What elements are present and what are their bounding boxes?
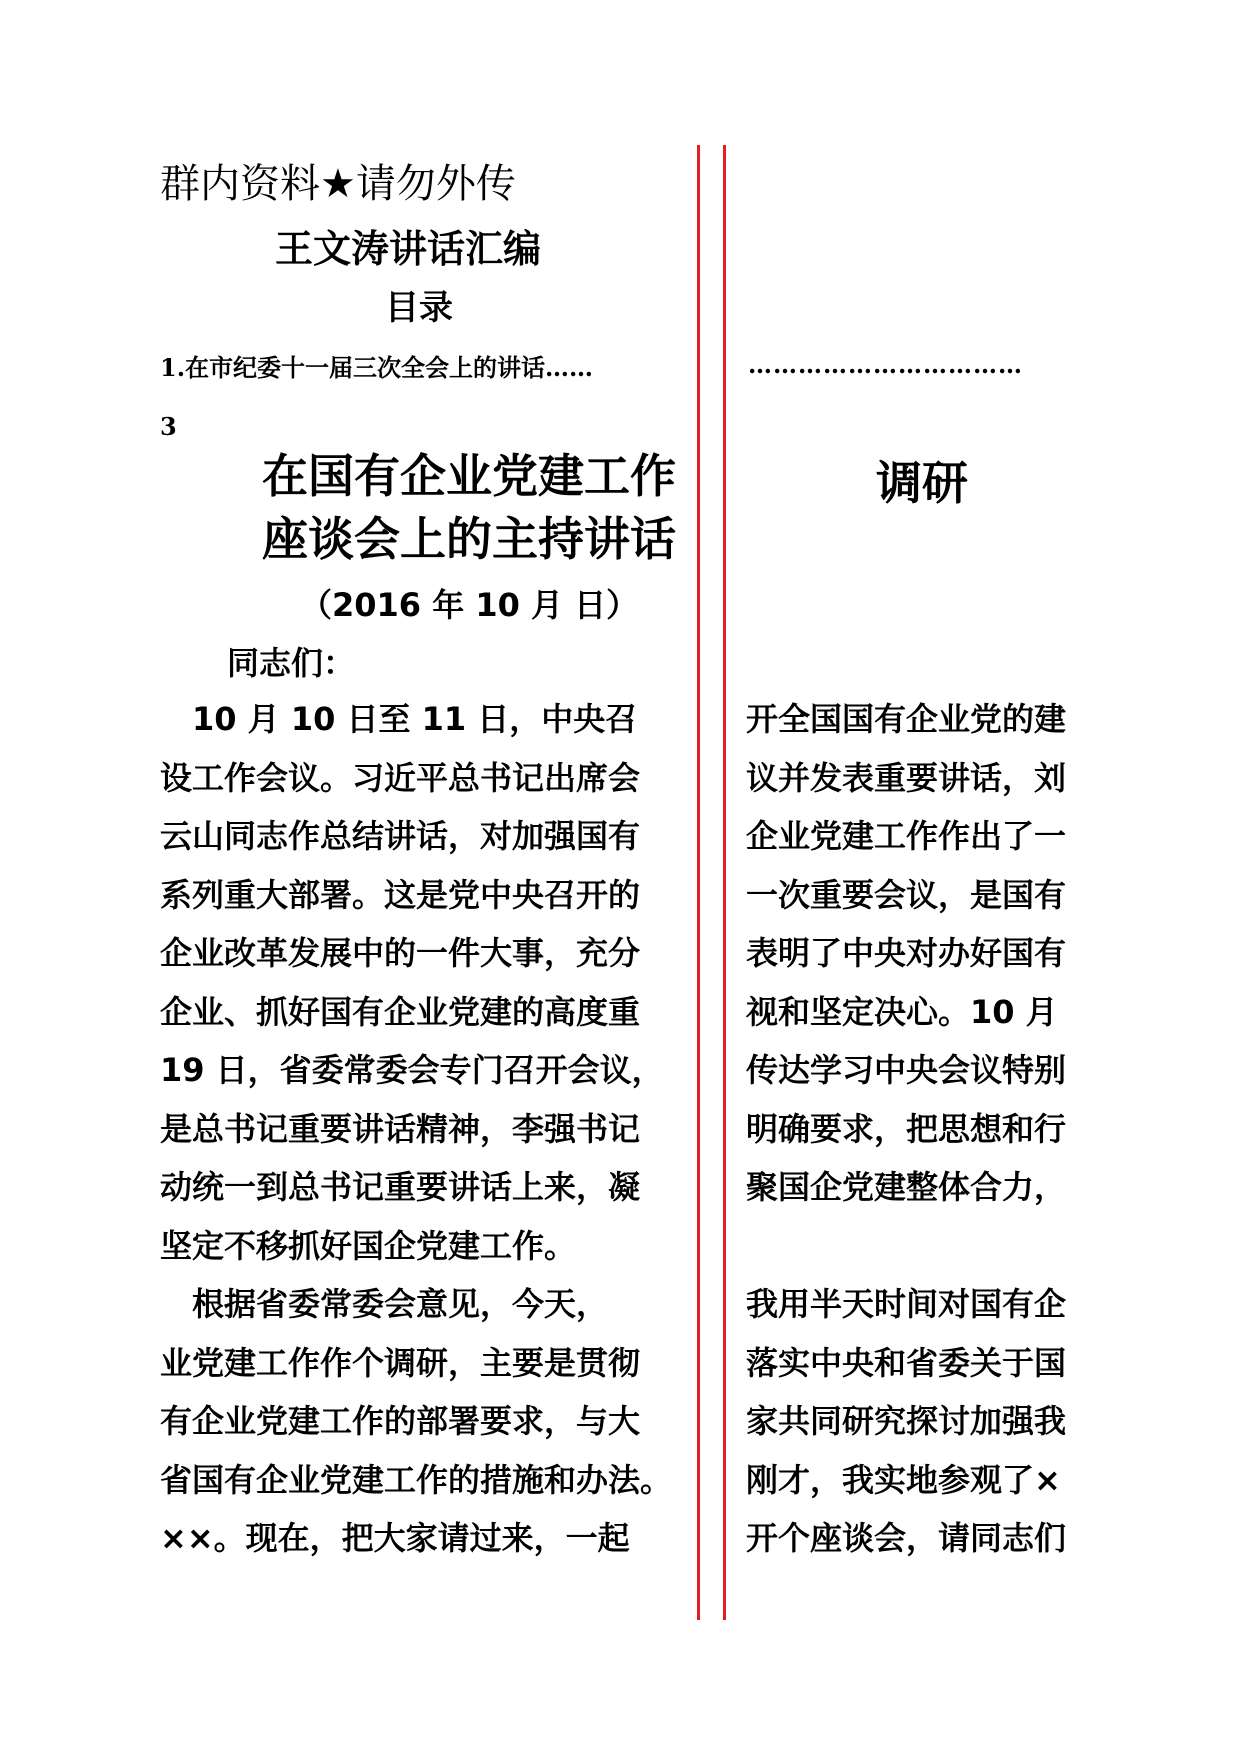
text-line: 明确要求，把思想和行: [746, 1109, 1067, 1148]
text-line: ××。现在，把大家请过来，一起: [160, 1519, 630, 1557]
text-line: 设工作会议。习近平总书记出席会: [160, 758, 641, 797]
toc-entry: 1.在市纪委十一届三次全会上的讲话……: [160, 353, 594, 382]
speech-right-title: 调研: [876, 456, 968, 510]
text-line: 系列重大部署。这是党中央召开的: [160, 875, 641, 914]
text-line: 视和坚定决心。10 月: [746, 992, 1058, 1031]
toc-heading: 目录: [385, 288, 453, 328]
speech-date: （2016 年 10 月 日）: [300, 586, 639, 624]
toc-dots: ……………………………: [748, 350, 1023, 379]
text-line: 企业、抓好国有企业党建的高度重: [160, 992, 641, 1031]
text-line: 10 月 10 日至 11 日，中央召: [160, 700, 638, 738]
text-line: 我用半天时间对国有企: [746, 1285, 1067, 1323]
text-line: 19 日，省委常委会专门召开会议，: [160, 1051, 664, 1089]
text-line: 根据省委常委会意见，今天，: [160, 1285, 609, 1323]
speech-title-line: 座谈会上的主持讲话: [262, 512, 676, 566]
text-line: 开个座谈会，请同志们: [746, 1519, 1067, 1557]
speech-title-line: 在国有企业党建工作: [262, 449, 676, 503]
text-line: 开全国国有企业党的建: [746, 700, 1067, 738]
paragraph-1-right: [746, 690, 1066, 1217]
paragraph-1-left: [160, 690, 664, 1275]
text-line: 省国有企业党建工作的措施和办法。: [160, 1460, 673, 1499]
text-line: 业党建工作作个调研，主要是贯彻: [160, 1343, 641, 1382]
text-line: 动统一到总书记重要讲话上来，凝: [160, 1168, 641, 1206]
text-line: 落实中央和省委关于国: [746, 1343, 1067, 1382]
text-line: 家共同研究探讨加强我: [746, 1402, 1067, 1440]
red-divider-line: [697, 145, 700, 1620]
text-line: 企业党建工作作出了一: [746, 817, 1067, 855]
confidential-notice: 群内资料★请勿外传: [160, 161, 516, 207]
paragraph-2-left: [160, 1275, 672, 1568]
speech-title: [262, 445, 676, 571]
text-line: 表明了中央对办好国有: [746, 934, 1067, 972]
text-line: 云山同志作总结讲话，对加强国有: [160, 817, 641, 855]
text-line: 传达学习中央会议特别: [746, 1051, 1067, 1089]
salutation: 同志们：: [227, 644, 356, 682]
text-line: 聚国企党建整体合力，: [746, 1168, 1067, 1206]
text-line: 刚才，我实地参观了×: [746, 1460, 1061, 1499]
text-line: 有企业党建工作的部署要求，与大: [160, 1402, 641, 1440]
paragraph-2-right: [746, 1275, 1066, 1568]
text-line: 坚定不移抓好国企党建工作。: [160, 1226, 577, 1265]
document-title: 王文涛讲话汇编: [275, 227, 542, 271]
toc-page-number: 3: [160, 412, 177, 441]
red-divider-line: [723, 145, 726, 1620]
text-line: 一次重要会议，是国有: [746, 875, 1067, 914]
text-line: 企业改革发展中的一件大事，充分: [160, 934, 641, 972]
text-line: 议并发表重要讲话，刘: [746, 758, 1067, 797]
text-line: 是总书记重要讲话精神，李强书记: [160, 1109, 641, 1148]
